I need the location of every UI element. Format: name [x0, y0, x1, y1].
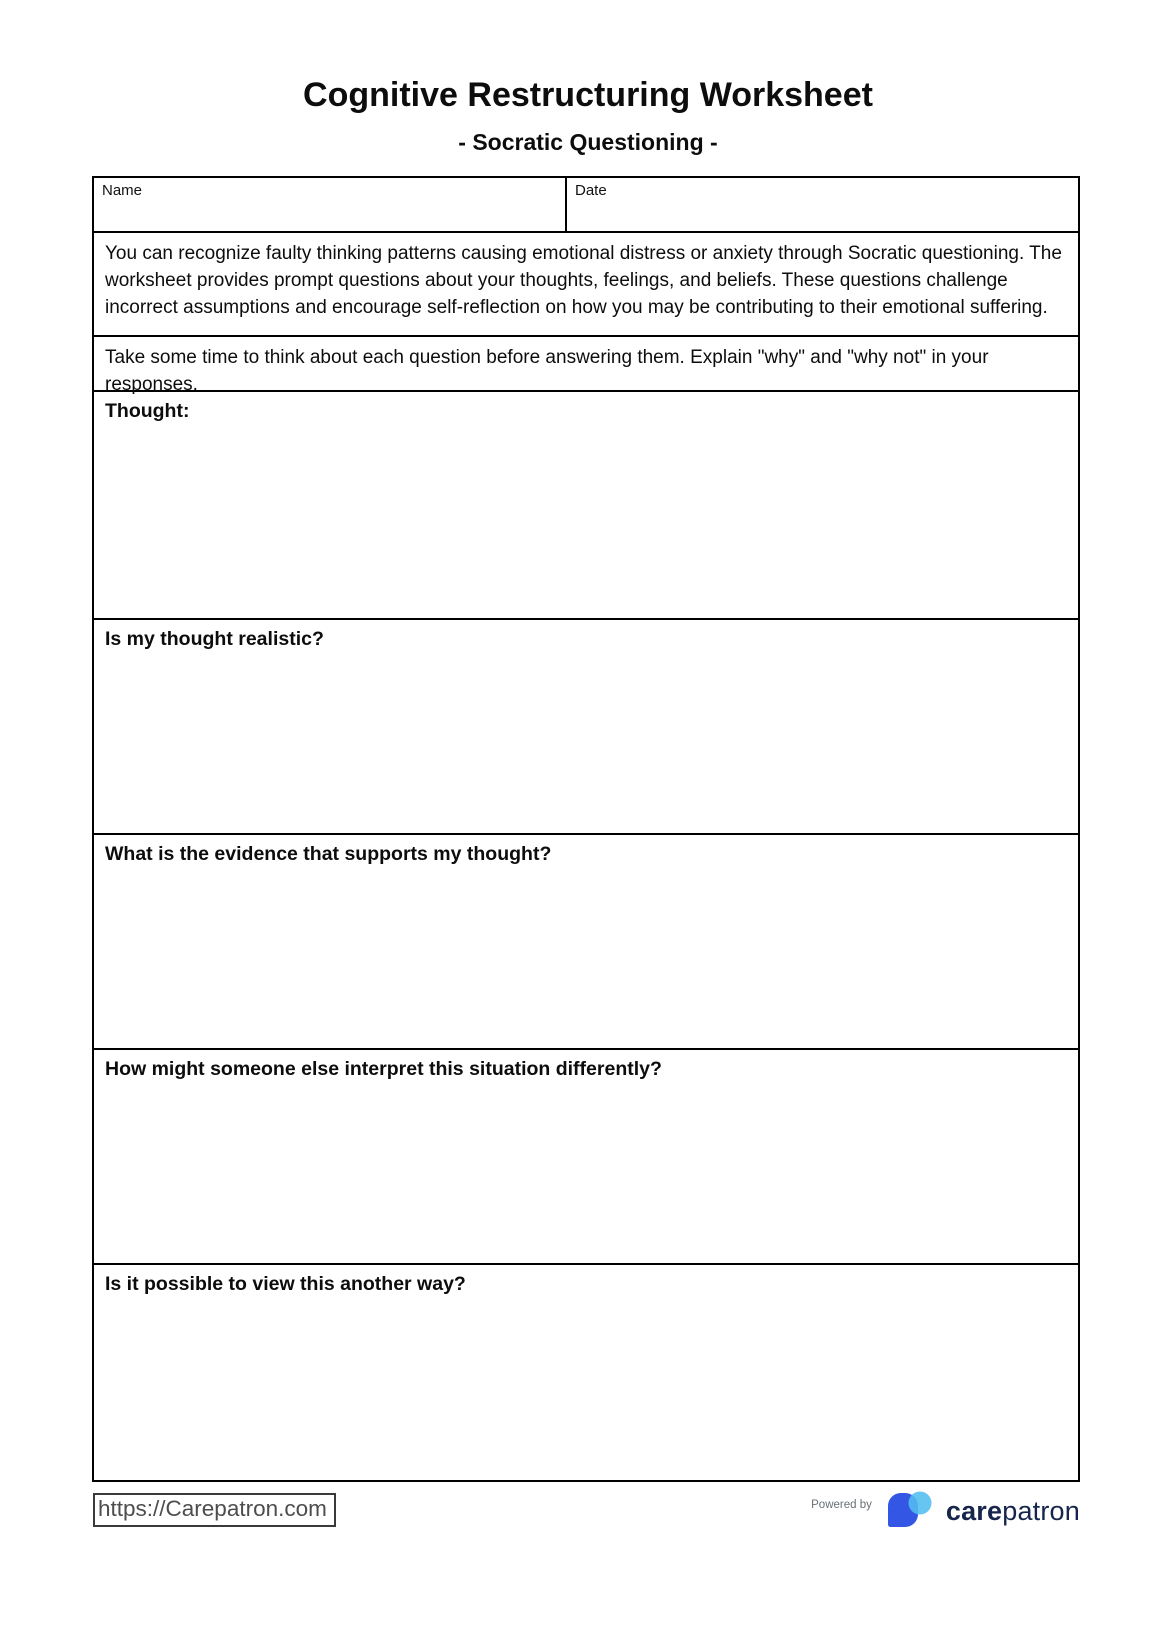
question-section-realistic	[94, 618, 1078, 833]
instruction-paragraph: Take some time to think about each question before answering them. Explain "why" and "why not" in your responses.	[94, 335, 1078, 390]
brand-text-patron: patron	[1002, 1495, 1080, 1526]
intro-paragraph: You can recognize faulty thinking patterns causing emotional distress or anxiety through Socratic questioning. The worksheet provides prompt questions about your thoughts, feelings, and beliefs. These questions challenge incorrect assumptions and encourage self-reflection on how you may be contributing to their emotional suffering.	[94, 231, 1078, 335]
footer-url-link[interactable]: https://Carepatron.com	[93, 1493, 336, 1527]
carepatron-wordmark	[946, 1496, 1080, 1527]
brand-text-care: care	[945, 1495, 1003, 1526]
question-label: Thought:	[105, 400, 190, 422]
question-label: What is the evidence that supports my thought?	[105, 843, 552, 865]
powered-by-label: Powered by	[811, 1499, 872, 1511]
footer-brand	[811, 1490, 1080, 1532]
question-section-interpret	[94, 1048, 1078, 1263]
name-label: Name	[102, 182, 143, 199]
page-subtitle: - Socratic Questioning -	[458, 129, 718, 155]
date-input[interactable]	[575, 199, 1070, 219]
name-field[interactable]	[94, 178, 567, 231]
date-field[interactable]	[567, 178, 1078, 231]
date-label: Date	[575, 182, 607, 199]
page-title: Cognitive Restructuring Worksheet	[303, 76, 873, 114]
question-label: Is it possible to view this another way?	[105, 1273, 466, 1295]
question-label: How might someone else interpret this situation differently?	[105, 1058, 662, 1080]
question-section-evidence	[94, 833, 1078, 1048]
question-label: Is my thought realistic?	[105, 628, 324, 650]
title-block	[0, 76, 1176, 156]
name-input[interactable]	[102, 199, 557, 219]
worksheet-table	[92, 176, 1080, 1482]
question-section-thought	[94, 390, 1078, 618]
name-date-row	[94, 178, 1078, 231]
carepatron-logo-icon	[886, 1490, 934, 1532]
question-section-another-way	[94, 1263, 1078, 1480]
